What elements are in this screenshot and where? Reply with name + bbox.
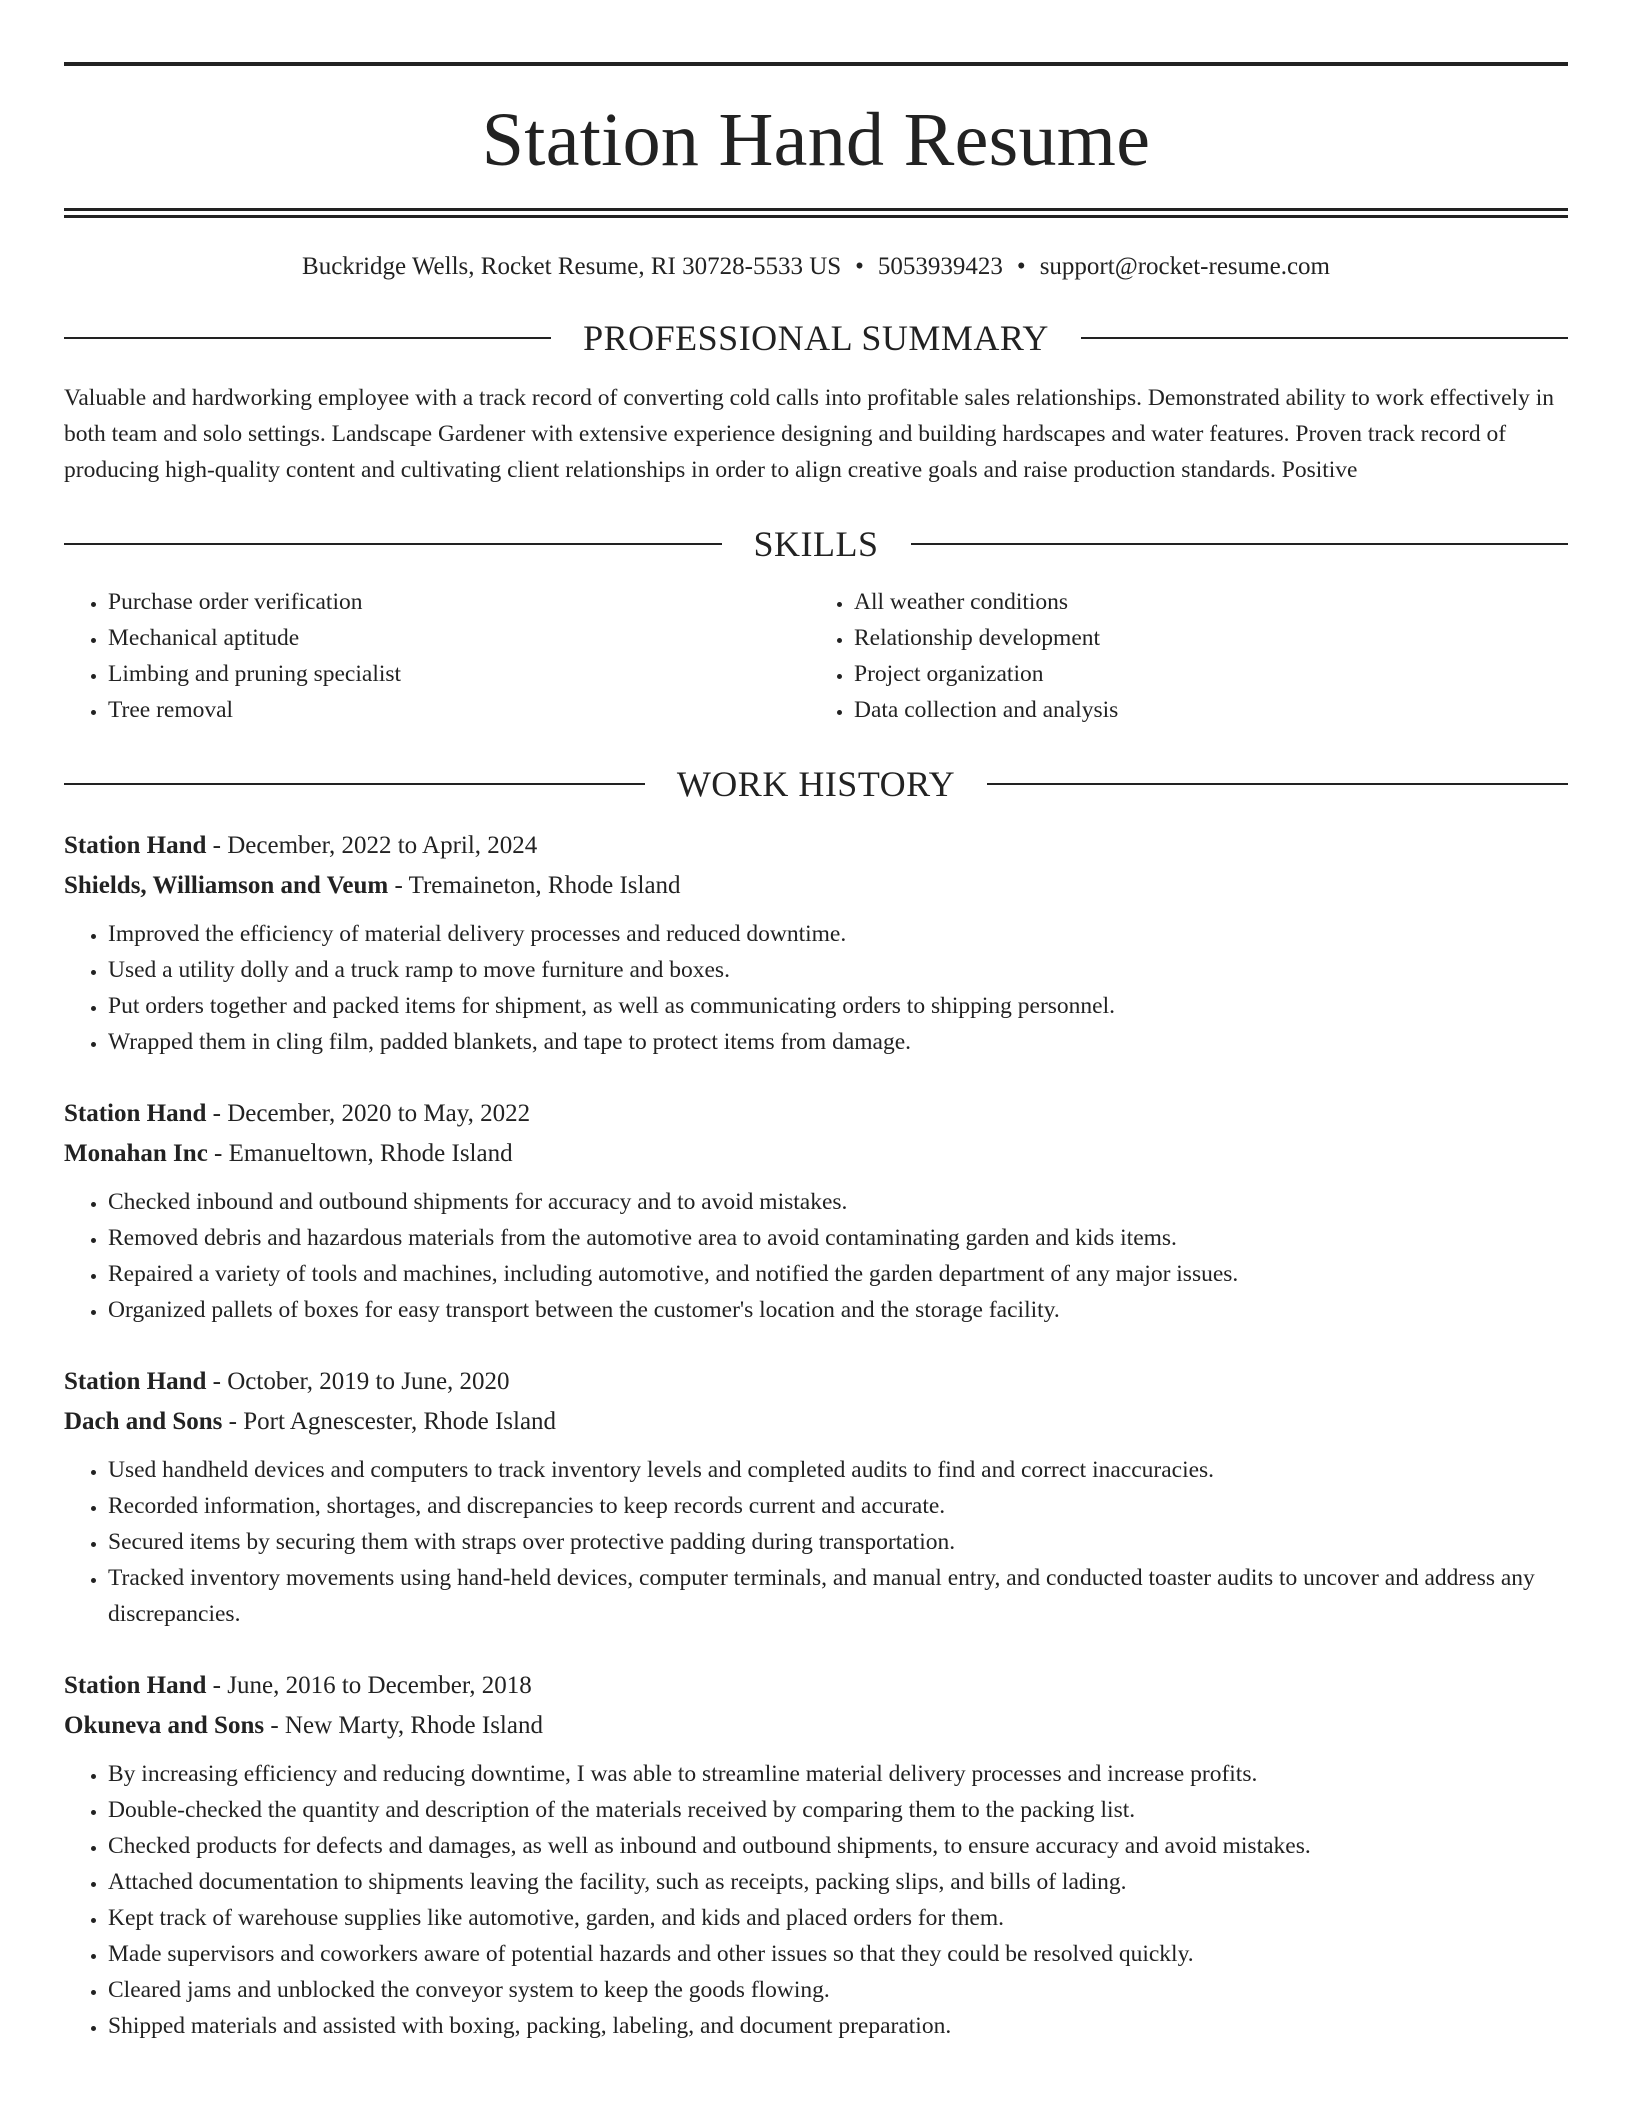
job-title-line xyxy=(64,1666,1568,1706)
summary-section-heading xyxy=(64,320,1568,356)
resume-title: Station Hand Resume xyxy=(481,98,1151,182)
job-bullet: • Repaired a variety of tools and machines, including automotive, and notified the garden department of any major issues. xyxy=(108,1256,1568,1292)
job-bullet: • Improved the efficiency of material delivery processes and reduced downtime. xyxy=(108,916,1568,952)
skill-item: • Tree removal xyxy=(108,692,822,728)
job-title-line xyxy=(64,1094,1568,1134)
work-section-heading xyxy=(64,766,1568,802)
skill-item: • Data collection and analysis xyxy=(854,692,1568,728)
job-bullet: • Checked inbound and outbound shipments for accuracy and to avoid mistakes. xyxy=(108,1184,1568,1220)
job-bullet: • Kept track of warehouse supplies like automotive, garden, and kids and placed orders for them. xyxy=(108,1900,1568,1936)
job-entry xyxy=(64,826,1568,1060)
job-dates: - October, 2019 to June, 2020 xyxy=(206,1368,510,1395)
job-company: Dach and Sons xyxy=(64,1408,223,1435)
contact-phone: 5053939423 xyxy=(877,253,1003,280)
job-bullet: • Checked products for defects and damages, as well as inbound and outbound shipments, to ensure accuracy and avoid mistakes. xyxy=(108,1828,1568,1864)
job-bullet: • Attached documentation to shipments leaving the facility, such as receipts, packing slips, and bills of lading. xyxy=(108,1864,1568,1900)
job-company-line xyxy=(64,866,1568,906)
job-bullet: • Double-checked the quantity and description of the materials received by comparing them to the packing list. xyxy=(108,1792,1568,1828)
work-heading-label: WORK HISTORY xyxy=(676,764,956,804)
job-bullet: • Made supervisors and coworkers aware of potential hazards and other issues so that they could be resolved quickly. xyxy=(108,1936,1568,1972)
job-bullet: • Wrapped them in cling film, padded blankets, and tape to protect items from damage. xyxy=(108,1024,1568,1060)
job-bullets xyxy=(64,1756,1568,2044)
skill-item: • All weather conditions xyxy=(854,584,1568,620)
job-company: Okuneva and Sons xyxy=(64,1712,265,1739)
contact-address: Buckridge Wells, Rocket Resume, RI 30728-5533 US xyxy=(302,253,842,280)
job-bullet: • Removed debris and hazardous materials from the automotive area to avoid contaminating garden and kids items. xyxy=(108,1220,1568,1256)
heading-rule-right xyxy=(987,783,1568,785)
job-entry xyxy=(64,1362,1568,1632)
job-dates: - June, 2016 to December, 2018 xyxy=(206,1672,532,1699)
job-bullet: • Secured items by securing them with straps over protective padding during transportation. xyxy=(108,1524,1568,1560)
heading-rule-left xyxy=(64,337,551,339)
skills-section-heading xyxy=(64,526,1568,562)
contact-line xyxy=(64,252,1568,282)
summary-heading-label: PROFESSIONAL SUMMARY xyxy=(583,318,1049,358)
job-company-line xyxy=(64,1134,1568,1174)
job-bullet: • By increasing efficiency and reducing downtime, I was able to streamline material delivery processes and increase profits. xyxy=(108,1756,1568,1792)
job-bullets xyxy=(64,1452,1568,1632)
skills-column-left xyxy=(64,584,822,728)
skills-column-right xyxy=(822,584,1568,728)
top-rule xyxy=(64,62,1568,66)
job-title-line xyxy=(64,1362,1568,1402)
skill-item: • Project organization xyxy=(854,656,1568,692)
contact-separator: • xyxy=(855,253,864,280)
contact-email: support@rocket-resume.com xyxy=(1039,253,1330,280)
job-bullets xyxy=(64,1184,1568,1328)
job-entry xyxy=(64,1666,1568,2044)
job-bullet: • Tracked inventory movements using hand-held devices, computer terminals, and manual entry, and conducted toaster audits to uncover and address any discrepancies. xyxy=(108,1560,1568,1632)
job-bullet: • Cleared jams and unblocked the conveyor system to keep the goods flowing. xyxy=(108,1972,1568,2008)
job-title: Station Hand xyxy=(64,1672,207,1699)
job-bullet: • Recorded information, shortages, and discrepancies to keep records current and accurate. xyxy=(108,1488,1568,1524)
job-dates: - December, 2022 to April, 2024 xyxy=(206,832,538,859)
job-entry xyxy=(64,1094,1568,1328)
job-bullet: • Used a utility dolly and a truck ramp to move furniture and boxes. xyxy=(108,952,1568,988)
skill-item: • Mechanical aptitude xyxy=(108,620,822,656)
skill-item: • Purchase order verification xyxy=(108,584,822,620)
job-company: Monahan Inc xyxy=(64,1140,208,1167)
job-title: Station Hand xyxy=(64,832,207,859)
job-location: - New Marty, Rhode Island xyxy=(264,1712,543,1739)
heading-rule-left xyxy=(64,783,645,785)
job-bullet: • Used handheld devices and computers to track inventory levels and completed audits to find and correct inaccuracies. xyxy=(108,1452,1568,1488)
heading-rule-left xyxy=(64,543,722,545)
job-location: - Tremaineton, Rhode Island xyxy=(388,872,681,899)
job-bullet: • Organized pallets of boxes for easy transport between the customer's location and the storage facility. xyxy=(108,1292,1568,1328)
job-title: Station Hand xyxy=(64,1368,207,1395)
job-title: Station Hand xyxy=(64,1100,207,1127)
job-dates: - December, 2020 to May, 2022 xyxy=(206,1100,531,1127)
skills-heading-label: SKILLS xyxy=(753,524,879,564)
summary-text: Valuable and hardworking employee with a track record of converting cold calls into profitable sales relationships. Demonstrated ability to work effectively in both team and solo settings. Landscape Gardener with extensive experience designing and building hardscapes and water features. Proven track record of producing high-quality content and cultivating client relationships in order to align creative goals and raise production standards. Positive xyxy=(64,385,1555,483)
job-bullet: • Put orders together and packed items for shipment, as well as communicating orders to shipping personnel. xyxy=(108,988,1568,1024)
job-title-line xyxy=(64,826,1568,866)
job-location: - Port Agnescester, Rhode Island xyxy=(222,1408,557,1435)
job-company-line xyxy=(64,1706,1568,1746)
job-bullet: • Shipped materials and assisted with boxing, packing, labeling, and document preparation. xyxy=(108,2008,1568,2044)
job-company: Shields, Williamson and Veum xyxy=(64,872,389,899)
contact-separator: • xyxy=(1016,253,1026,280)
skill-item: • Relationship development xyxy=(854,620,1568,656)
job-location: - Emanueltown, Rhode Island xyxy=(207,1140,513,1167)
job-bullets xyxy=(64,916,1568,1060)
title-double-rule xyxy=(64,208,1568,218)
skill-item: • Limbing and pruning specialist xyxy=(108,656,822,692)
job-company-line xyxy=(64,1402,1568,1442)
heading-rule-right xyxy=(1081,337,1568,339)
skills-list xyxy=(64,584,1568,728)
heading-rule-right xyxy=(911,543,1569,545)
